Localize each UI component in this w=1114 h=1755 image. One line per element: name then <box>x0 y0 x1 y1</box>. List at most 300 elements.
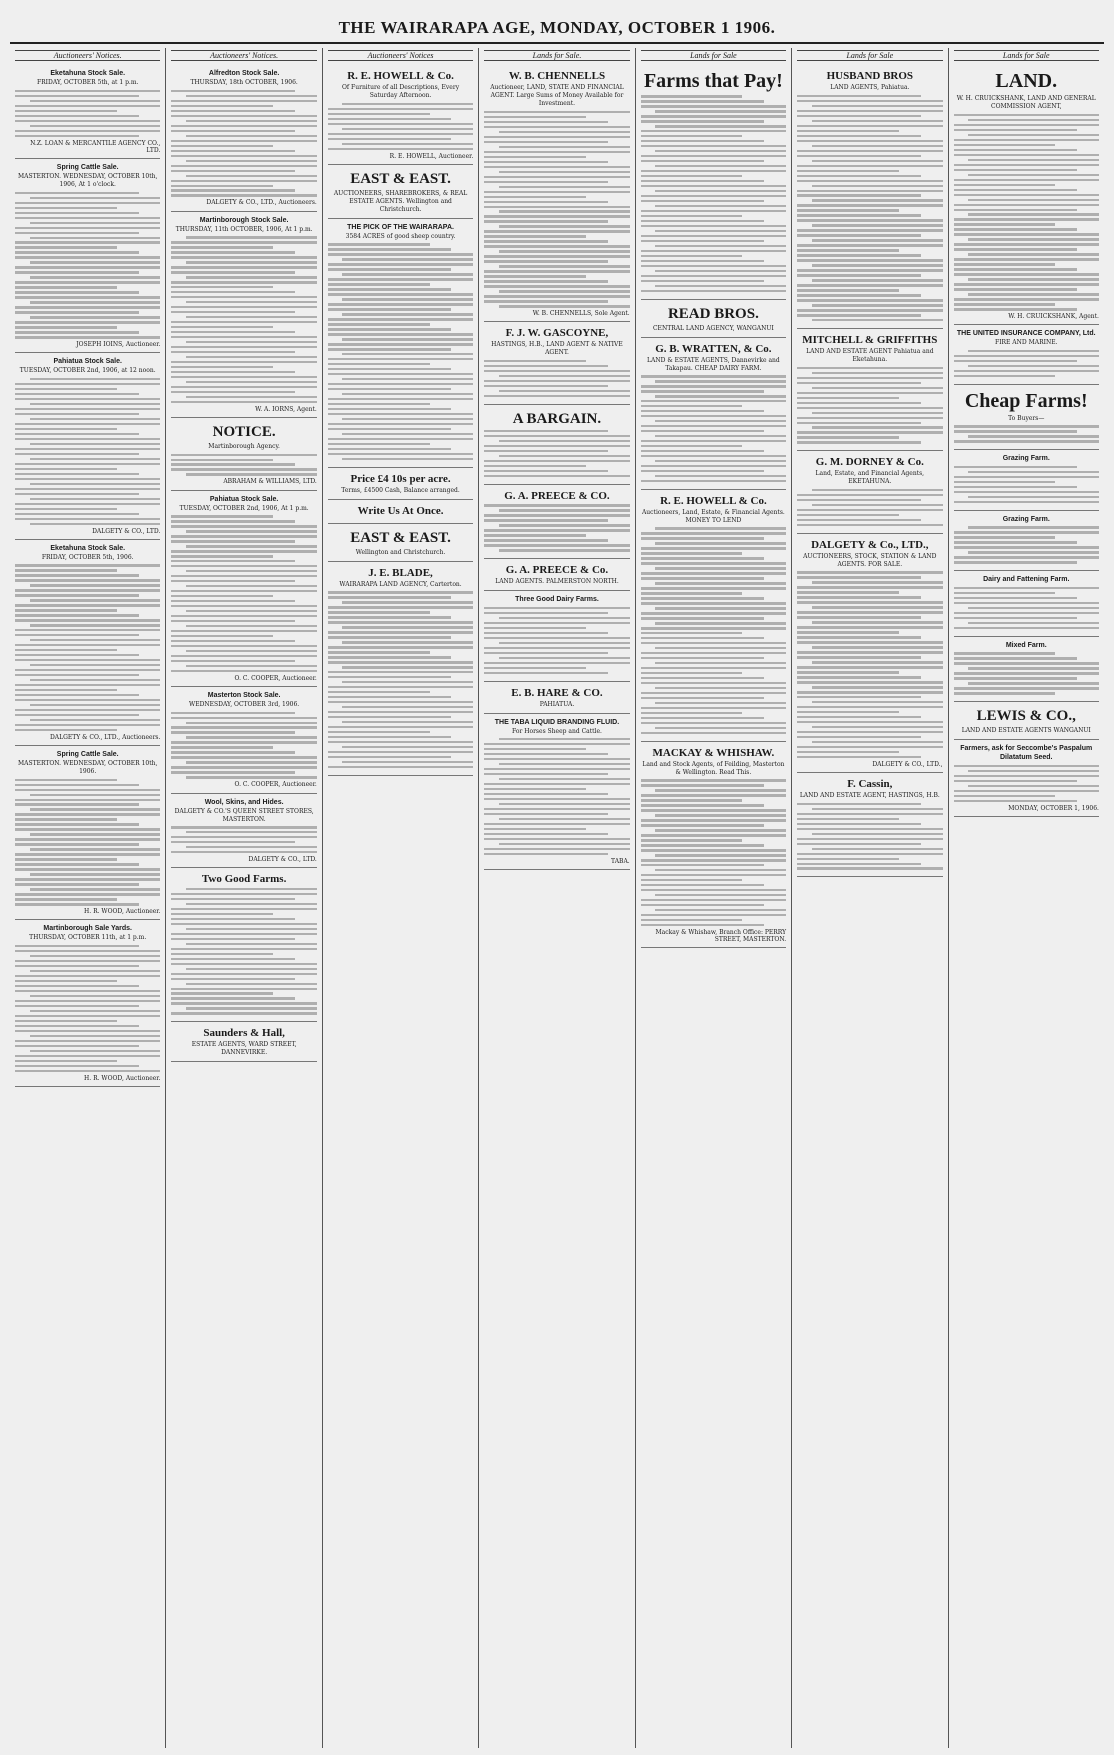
text-line <box>797 100 942 102</box>
text-line <box>641 577 765 579</box>
text-line <box>968 496 1099 498</box>
text-line <box>641 884 765 886</box>
text-line <box>171 992 273 994</box>
text-line <box>797 626 942 628</box>
text-line <box>15 1025 139 1027</box>
text-line <box>641 240 765 242</box>
text-line <box>30 679 161 681</box>
text-line <box>954 672 1099 674</box>
text-line <box>954 218 1099 220</box>
text-line <box>812 686 943 688</box>
text-line <box>797 140 942 142</box>
text-line <box>812 304 943 306</box>
ad-title: Grazing Farm. <box>1002 515 1050 523</box>
text-line <box>812 848 943 850</box>
text-line <box>15 724 160 726</box>
column-2 <box>166 48 322 1748</box>
text-line <box>484 365 608 367</box>
text-line <box>641 220 765 222</box>
text-line <box>342 681 473 683</box>
text-line <box>328 268 452 270</box>
text-line <box>484 196 586 198</box>
text-line <box>171 145 273 147</box>
text-line <box>171 463 295 465</box>
text-line <box>171 100 316 102</box>
text-line <box>171 913 273 915</box>
text-line <box>641 637 765 639</box>
ad-subtitle: AUCTIONEERS, SHAREBROKERS, & REAL ESTATE AGENTS. Wellington and Christchurch. <box>333 189 468 213</box>
text-line <box>15 579 160 581</box>
text-line <box>797 509 942 511</box>
text-line <box>171 346 316 348</box>
text-line <box>655 125 786 127</box>
text-line <box>797 314 921 316</box>
text-line <box>328 413 473 415</box>
ad-title: R. E. HOWELL & Co. <box>660 494 767 507</box>
text-line <box>15 629 160 631</box>
text-line <box>797 254 921 256</box>
text-line <box>171 826 316 828</box>
text-line <box>968 350 1099 352</box>
advertisement <box>171 65 316 211</box>
text-line <box>328 716 452 718</box>
text-line <box>484 514 629 516</box>
text-line <box>186 943 317 945</box>
ad-subtitle: Auctioneer, LAND, STATE AND FINANCIAL AGENT. Large Sums of Money Available for Investment. <box>490 84 624 108</box>
text-line <box>641 612 786 614</box>
text-line <box>15 463 160 465</box>
text-line <box>15 594 139 596</box>
text-line <box>15 266 160 268</box>
ad-body-text <box>641 95 786 292</box>
ad-signature: H. R. WOOD, Auctioneer. <box>84 1074 161 1082</box>
ad-body-text <box>15 779 160 906</box>
text-line <box>641 717 765 719</box>
text-line <box>797 170 899 172</box>
text-line <box>797 746 942 748</box>
text-line <box>484 544 629 546</box>
ad-title: Eketahuna Stock Sale. <box>50 70 126 78</box>
text-line <box>655 420 786 422</box>
ad-body-text <box>328 243 473 460</box>
text-line <box>15 388 117 390</box>
text-line <box>484 622 629 624</box>
text-line <box>797 591 899 593</box>
column-header: Lands for Sale <box>954 50 1099 61</box>
text-line <box>484 116 586 118</box>
text-line <box>812 646 943 648</box>
text-line <box>641 562 786 564</box>
text-line <box>328 676 452 678</box>
ad-subtitle: TUESDAY, OCTOBER 2nd, 1906, at 12 noon. <box>19 367 156 375</box>
text-line <box>954 223 1056 225</box>
text-line <box>641 160 765 162</box>
text-line <box>30 808 161 810</box>
text-line <box>171 630 316 632</box>
text-line <box>15 192 139 194</box>
text-line <box>812 387 943 389</box>
text-line <box>15 564 160 566</box>
text-line <box>797 616 921 618</box>
text-line <box>186 276 317 278</box>
text-line <box>484 534 586 536</box>
text-line <box>641 465 786 467</box>
text-line <box>171 311 295 313</box>
text-line <box>797 397 899 399</box>
text-line <box>484 240 608 242</box>
text-line <box>797 150 942 152</box>
text-line <box>797 244 942 246</box>
text-line <box>328 596 452 598</box>
text-line <box>30 664 161 666</box>
text-line <box>186 341 317 343</box>
text-line <box>954 466 1078 468</box>
text-line <box>641 265 786 267</box>
text-line <box>499 617 630 619</box>
ad-signature: DALGETY & CO., LTD., Auctioneers. <box>206 199 317 207</box>
text-line <box>484 395 629 397</box>
column-header: Auctioneers' Notices. <box>15 50 160 61</box>
text-line <box>171 771 295 773</box>
text-line <box>641 385 786 387</box>
text-line <box>328 323 430 325</box>
text-line <box>484 430 608 432</box>
ad-title: Three Good Dairy Farms. <box>515 596 599 604</box>
text-line <box>171 923 316 925</box>
ad-body-text <box>171 826 316 853</box>
text-line <box>15 868 160 870</box>
text-line <box>328 263 473 265</box>
text-line <box>30 523 161 525</box>
text-line <box>797 691 942 693</box>
text-line <box>954 677 1078 679</box>
text-line <box>954 154 1099 156</box>
ad-title: MACKAY & WHISHAW. <box>652 746 775 759</box>
text-line <box>484 230 629 232</box>
text-line <box>171 286 273 288</box>
text-line <box>641 707 786 709</box>
text-line <box>954 425 1099 427</box>
text-line <box>484 529 629 531</box>
text-line <box>15 614 139 616</box>
text-line <box>641 260 765 262</box>
text-line <box>797 631 899 633</box>
text-line <box>15 574 139 576</box>
text-line <box>171 841 295 843</box>
text-line <box>15 336 160 338</box>
column-header: Lands for Sale. <box>484 50 629 61</box>
text-line <box>328 343 473 345</box>
column-header: Auctioneers' Notices. <box>171 50 316 61</box>
text-line <box>15 985 139 987</box>
advertisement <box>954 385 1099 451</box>
text-line <box>797 494 942 496</box>
text-line <box>15 843 139 845</box>
text-line <box>186 722 317 724</box>
text-line <box>499 524 630 526</box>
text-line <box>15 1005 139 1007</box>
text-line <box>15 674 139 676</box>
text-line <box>954 561 1078 563</box>
text-line <box>812 224 943 226</box>
text-line <box>641 924 765 926</box>
text-line <box>484 141 608 143</box>
ad-title: Farmers, ask for Seccombe's Paspalum Dilatatum Seed. <box>960 745 1093 762</box>
text-line <box>641 899 786 901</box>
ad-body-text <box>171 90 316 197</box>
text-line <box>797 853 942 855</box>
text-line <box>641 120 765 122</box>
text-line <box>171 893 316 895</box>
text-line <box>342 601 473 603</box>
text-line <box>15 331 139 333</box>
text-line <box>15 383 160 385</box>
text-line <box>812 105 943 107</box>
text-line <box>641 864 765 866</box>
ad-title: R. E. HOWELL & Co. <box>347 70 454 83</box>
text-line <box>641 130 786 132</box>
text-line <box>968 278 1099 280</box>
text-line <box>797 711 899 713</box>
text-line <box>954 268 1078 270</box>
text-line <box>15 883 139 885</box>
text-line <box>171 296 316 298</box>
text-line <box>484 672 608 674</box>
advertisement <box>797 329 942 451</box>
text-line <box>15 1030 160 1032</box>
text-line <box>171 756 316 758</box>
text-line <box>171 170 295 172</box>
text-line <box>484 191 629 193</box>
text-line <box>954 617 1078 619</box>
text-line <box>186 570 317 572</box>
text-line <box>954 139 1099 141</box>
advertisement <box>484 405 629 485</box>
text-line <box>171 565 316 567</box>
text-line <box>655 150 786 152</box>
text-line <box>328 363 430 365</box>
text-line <box>484 380 629 382</box>
text-line <box>15 714 139 716</box>
ad-title: A BARGAIN. <box>512 410 602 427</box>
text-line <box>484 435 629 437</box>
ad-title: Farms that Pay! <box>643 70 783 93</box>
text-line <box>499 549 630 551</box>
text-line <box>342 746 473 748</box>
text-line <box>484 813 608 815</box>
text-line <box>15 729 117 731</box>
text-line <box>186 665 317 667</box>
text-line <box>484 783 629 785</box>
text-line <box>954 602 1099 604</box>
text-line <box>171 560 295 562</box>
text-line <box>15 326 117 328</box>
text-line <box>186 776 317 778</box>
text-line <box>641 532 786 534</box>
text-line <box>954 765 1099 767</box>
text-line <box>171 331 295 333</box>
ad-title: THE PICK OF THE WAIRARAPA. <box>347 223 454 231</box>
text-line <box>186 261 317 263</box>
ad-body-text <box>15 192 160 339</box>
text-line <box>484 504 629 506</box>
text-line <box>797 135 921 137</box>
text-line <box>342 458 473 460</box>
ad-subtitle: Terms, £4500 Cash, Balance arranged. <box>341 486 460 494</box>
text-line <box>171 550 316 552</box>
text-line <box>641 140 765 142</box>
text-line <box>797 125 942 127</box>
text-line <box>15 903 139 905</box>
text-line <box>15 965 139 967</box>
text-line <box>30 316 161 318</box>
ad-signature: W. A. IORNS, Agent. <box>255 405 317 413</box>
text-line <box>15 858 117 860</box>
text-line <box>30 276 161 278</box>
text-line <box>968 667 1099 669</box>
text-line <box>15 393 139 395</box>
text-line <box>797 843 921 845</box>
text-line <box>968 682 1099 684</box>
text-line <box>797 110 942 112</box>
text-line <box>797 299 942 301</box>
text-line <box>484 450 608 452</box>
text-line <box>484 206 629 208</box>
text-line <box>954 243 1099 245</box>
ad-body-text <box>954 587 1099 629</box>
text-line <box>968 770 1099 772</box>
text-line <box>30 378 161 380</box>
text-line <box>954 627 1099 629</box>
text-line <box>641 779 786 781</box>
text-line <box>342 721 473 723</box>
text-line <box>797 289 899 291</box>
text-line <box>15 1045 139 1047</box>
text-line <box>328 348 452 350</box>
text-line <box>30 873 161 875</box>
text-line <box>641 430 765 432</box>
column-6 <box>792 48 948 1748</box>
text-line <box>499 738 630 740</box>
text-line <box>954 248 1078 250</box>
ad-signature: O. C. COOPER, Auctioneer. <box>234 674 317 682</box>
text-line <box>328 438 473 440</box>
text-line <box>342 378 473 380</box>
text-line <box>954 273 1099 275</box>
text-line <box>328 606 473 608</box>
column-3 <box>323 48 479 1748</box>
advertisement <box>484 682 629 714</box>
text-line <box>484 370 629 372</box>
text-line <box>15 251 139 253</box>
ad-subtitle: WEDNESDAY, OCTOBER 3rd, 1906. <box>189 700 300 708</box>
advertisement <box>484 714 629 870</box>
ad-title: THE UNITED INSURANCE COMPANY, Ltd. <box>956 330 1096 338</box>
ad-subtitle: LAND AND ESTATE AGENT, HASTINGS, H.B. <box>799 792 940 800</box>
text-line <box>641 794 786 796</box>
advertisement <box>171 491 316 687</box>
text-line <box>797 367 942 369</box>
text-line <box>30 848 161 850</box>
text-line <box>171 125 316 127</box>
advertisement <box>954 65 1099 325</box>
text-line <box>328 113 430 115</box>
ad-signature: O. C. COOPER, Auctioneer. <box>234 781 317 789</box>
text-line <box>954 228 1078 230</box>
ad-title: LEWIS & CO., <box>976 708 1076 725</box>
text-line <box>186 983 317 985</box>
text-line <box>186 846 317 848</box>
ad-signature: W. B. CHENNELLS, Sole Agent. <box>532 310 630 318</box>
text-line <box>328 328 452 330</box>
text-line <box>655 230 786 232</box>
text-line <box>641 440 786 442</box>
advertisement <box>954 325 1099 385</box>
text-line <box>15 488 160 490</box>
text-line <box>954 612 1099 614</box>
text-line <box>641 275 786 277</box>
text-line <box>797 576 921 578</box>
advertisement <box>797 65 942 329</box>
advertisement <box>171 794 316 869</box>
ad-title: Grazing Farm. <box>1002 455 1050 463</box>
text-line <box>797 596 921 598</box>
text-line <box>641 677 765 679</box>
text-line <box>15 649 117 651</box>
ad-signature: DALGETY & CO., LTD., Auctioneers. <box>49 733 161 741</box>
text-line <box>797 676 921 678</box>
text-line <box>171 336 316 338</box>
text-line <box>30 222 161 224</box>
text-line <box>15 644 160 646</box>
advertisement <box>954 702 1099 740</box>
ad-subtitle: TUESDAY, OCTOBER 2nd, 1906, At 1 p.m. <box>179 504 309 512</box>
text-line <box>342 761 473 763</box>
text-line <box>171 271 295 273</box>
text-line <box>484 176 629 178</box>
text-line <box>484 295 629 297</box>
text-line <box>954 657 1078 659</box>
text-line <box>954 775 1099 777</box>
ad-title: Martinborough Stock Sale. <box>199 216 289 224</box>
ad-title: Price £4 10s per acre. <box>350 472 451 485</box>
ad-body-text <box>954 765 1099 802</box>
text-line <box>655 395 786 397</box>
text-line <box>15 823 139 825</box>
text-line <box>499 250 630 252</box>
ad-subtitle: HASTINGS, H.B., LAND AGENT & NATIVE AGENT. <box>491 341 623 357</box>
ad-body-text <box>484 738 629 855</box>
ad-title: G. B. WRATTEN, & Co. <box>655 342 772 355</box>
text-line <box>328 333 473 335</box>
text-line <box>484 833 608 835</box>
advertisement <box>171 687 316 794</box>
text-line <box>30 888 161 890</box>
text-line <box>30 995 161 997</box>
text-line <box>15 503 160 505</box>
text-line <box>186 928 317 930</box>
text-line <box>186 545 317 547</box>
text-line <box>641 537 765 539</box>
ad-title: Spring Cattle Sale. <box>56 750 119 758</box>
text-line <box>328 108 473 110</box>
text-line <box>797 294 921 296</box>
text-line <box>968 253 1099 255</box>
text-line <box>484 156 586 158</box>
ad-subtitle: AUCTIONEERS, STOCK, STATION & LAND AGENTS. FOR SALE. <box>803 552 937 568</box>
text-line <box>15 207 117 209</box>
text-line <box>484 828 586 830</box>
